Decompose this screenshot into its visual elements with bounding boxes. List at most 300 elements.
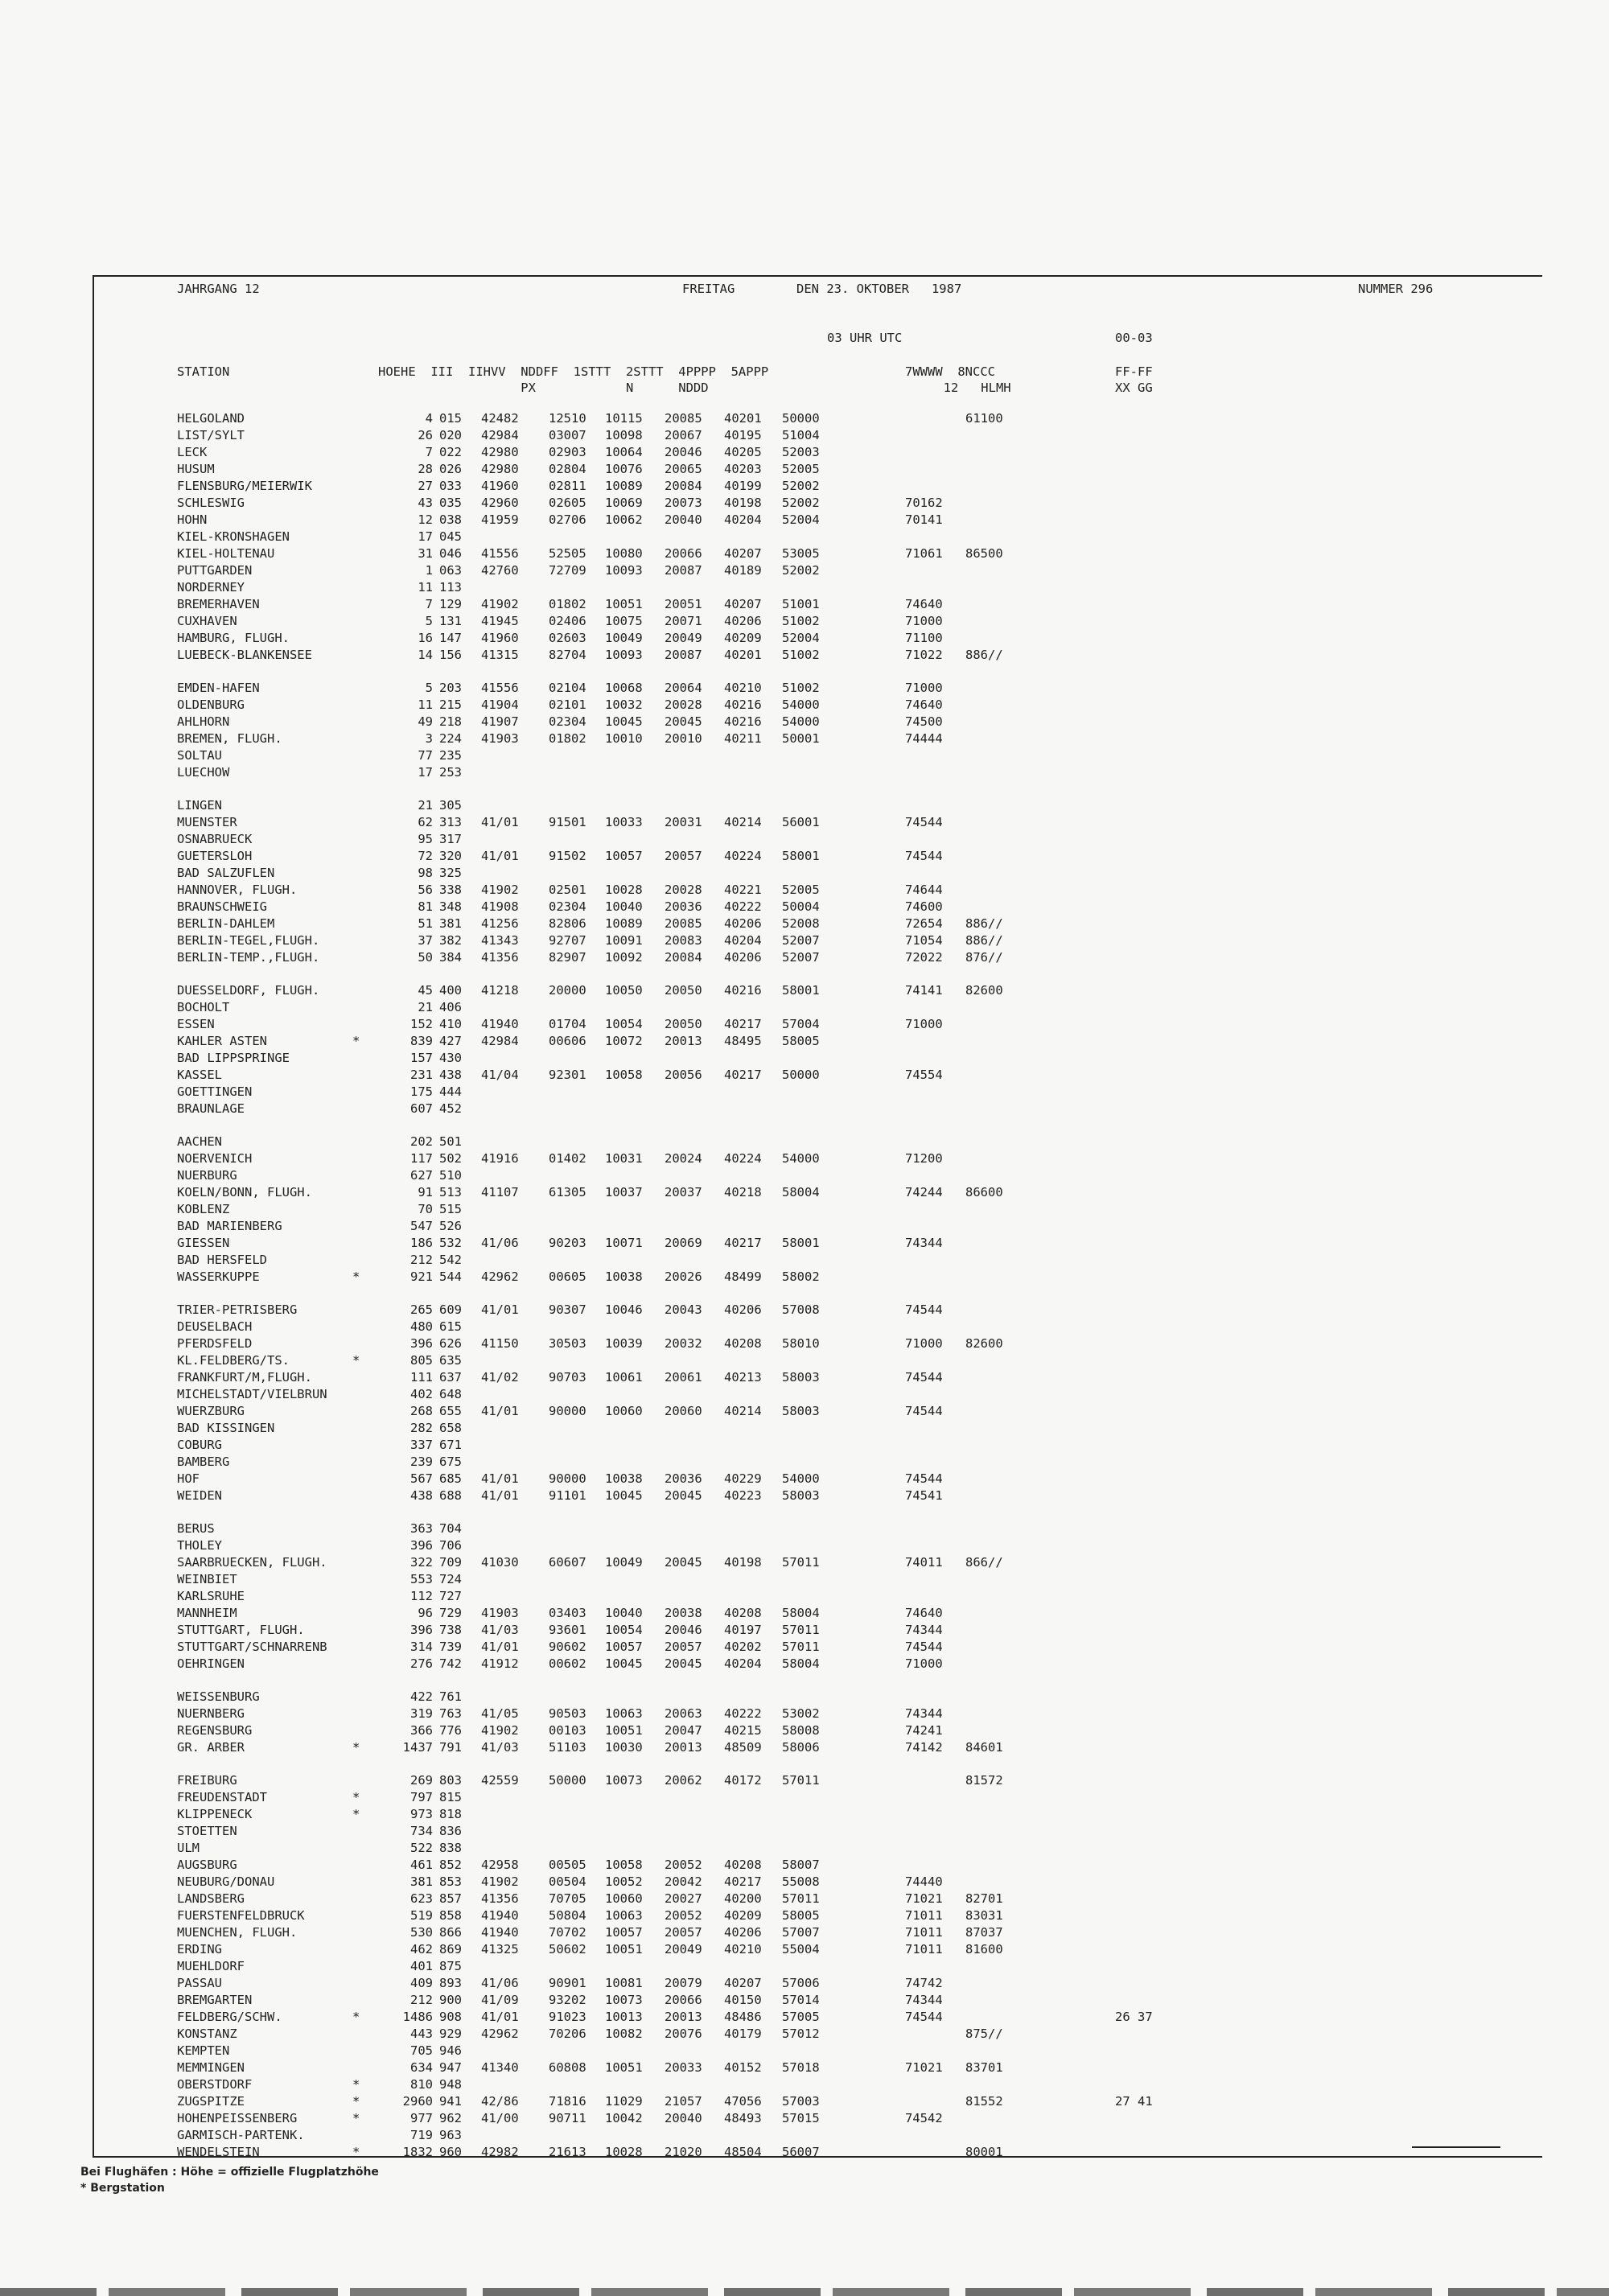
station-name: KL.FELDBERG/TS.	[177, 1353, 290, 1368]
table-row	[0, 1187, 1609, 1203]
station-name: BREMGARTEN	[177, 1993, 253, 2007]
station-name: BAD LIPPSPRINGE	[177, 1051, 290, 1065]
station-number: 704	[439, 1521, 462, 1536]
column-header-line1: HOEHE III IIHVV NDDFF 1STTT 2STTT 4PPPP 5APPP	[378, 364, 769, 379]
station-name: FREUDENSTADT	[177, 1790, 267, 1804]
group-nddff: 91501	[549, 815, 586, 829]
station-height: 70	[418, 1202, 433, 1216]
group-8nccc: 81600	[965, 1942, 1003, 1957]
table-row	[0, 1422, 1609, 1438]
date-label: DEN 23. OKTOBER 1987	[796, 282, 962, 296]
group-4pppp: 40204	[724, 933, 762, 948]
group-nddff: 03403	[549, 1606, 586, 1620]
group-5appp: 53002	[782, 1706, 820, 1721]
group-nddff: 71816	[549, 2094, 586, 2109]
bottom-rule	[1412, 2146, 1500, 2148]
group-5appp: 57005	[782, 2010, 820, 2024]
station-number: 203	[439, 681, 462, 695]
group-4pppp: 40223	[724, 1488, 762, 1503]
table-row	[0, 1742, 1609, 1758]
group-7wwww: 71011	[905, 1908, 943, 1923]
group-1sttt: 10030	[605, 1740, 643, 1755]
group-5appp: 58003	[782, 1404, 820, 1418]
group-2sttt: 20037	[665, 1185, 702, 1199]
group-4pppp: 40216	[724, 697, 762, 712]
group-1sttt: 10075	[605, 614, 643, 628]
table-row	[0, 1052, 1609, 1068]
station-name: HOHENPEISSENBERG	[177, 2111, 298, 2125]
group-4pppp: 40210	[724, 681, 762, 695]
group-nddff: 82907	[549, 950, 586, 965]
group-2sttt: 20076	[665, 2026, 702, 2041]
station-number: 235	[439, 748, 462, 763]
group-7wwww: 71021	[905, 2060, 943, 2075]
group-nddff: 02605	[549, 496, 586, 510]
weekday-label: FREITAG	[682, 282, 735, 296]
station-name: FELDBERG/SCHW.	[177, 2010, 282, 2024]
station-height: 5	[425, 681, 433, 695]
group-7wwww: 74640	[905, 1606, 943, 1620]
group-nddff: 00606	[549, 1034, 586, 1048]
station-number: 742	[439, 1656, 462, 1671]
station-number: 063	[439, 563, 462, 578]
station-number: 410	[439, 1017, 462, 1031]
station-number: 215	[439, 697, 462, 712]
group-5appp: 54000	[782, 714, 820, 729]
station-number: 020	[439, 428, 462, 442]
station-number: 400	[439, 983, 462, 998]
group-iihvv: 41325	[481, 1942, 519, 1957]
station-number: 853	[439, 1874, 462, 1889]
mountain-marker: *	[352, 1790, 360, 1804]
station-number: 671	[439, 1438, 462, 1452]
group-nddff: 82704	[549, 648, 586, 662]
station-number: 637	[439, 1370, 462, 1385]
table-row	[0, 1254, 1609, 1270]
station-height: 81	[418, 899, 433, 914]
group-7wwww: 74500	[905, 714, 943, 729]
group-7wwww: 71022	[905, 648, 943, 662]
station-height: 14	[418, 648, 433, 662]
station-number: 544	[439, 1269, 462, 1284]
group-2sttt: 20049	[665, 631, 702, 645]
group-7wwww: 71000	[905, 1656, 943, 1671]
station-height: 112	[410, 1589, 433, 1603]
group-2sttt: 20063	[665, 1706, 702, 1721]
station-number: 046	[439, 546, 462, 561]
station-height: 438	[410, 1488, 433, 1503]
group-nddff: 00605	[549, 1269, 586, 1284]
group-4pppp: 40189	[724, 563, 762, 578]
group-4pppp: 40205	[724, 445, 762, 459]
table-row	[0, 1237, 1609, 1253]
station-name: WEIDEN	[177, 1488, 222, 1503]
station-name: PUTTGARDEN	[177, 563, 253, 578]
station-name: HOHN	[177, 512, 208, 527]
group-iihvv: 42982	[481, 2145, 519, 2159]
group-iihvv: 41/01	[481, 1471, 519, 1486]
group-5appp: 58004	[782, 1656, 820, 1671]
group-8nccc: 866//	[965, 1555, 1003, 1570]
group-1sttt: 10049	[605, 631, 643, 645]
group-iihvv: 41/03	[481, 1740, 519, 1755]
group-1sttt: 10060	[605, 1891, 643, 1906]
group-8nccc: 87037	[965, 1925, 1003, 1940]
group-5appp: 52002	[782, 496, 820, 510]
station-name: LINGEN	[177, 798, 222, 813]
group-4pppp: 40217	[724, 1874, 762, 1889]
group-4pppp: 40198	[724, 1555, 762, 1570]
group-7wwww: 72654	[905, 916, 943, 931]
mountain-marker: *	[352, 1353, 360, 1368]
station-number: 131	[439, 614, 462, 628]
station-height: 1486	[402, 2010, 433, 2024]
group-iihvv: 42962	[481, 1269, 519, 1284]
group-7wwww: 74742	[905, 1976, 943, 1990]
group-7wwww: 71021	[905, 1891, 943, 1906]
table-row	[0, 2146, 1609, 2162]
group-5appp: 52003	[782, 445, 820, 459]
group-8nccc: 86500	[965, 546, 1003, 561]
group-nddff: 02903	[549, 445, 586, 459]
group-4pppp: 40217	[724, 1236, 762, 1250]
group-nddff: 00505	[549, 1858, 586, 1872]
group-iihvv: 42980	[481, 462, 519, 476]
group-5appp: 54000	[782, 1151, 820, 1166]
table-row	[0, 463, 1609, 479]
group-iihvv: 41916	[481, 1151, 519, 1166]
table-row	[0, 1456, 1609, 1472]
station-number: 818	[439, 1807, 462, 1821]
station-height: 623	[410, 1891, 433, 1906]
group-iihvv: 41960	[481, 479, 519, 493]
station-name: KEMPTEN	[177, 2043, 230, 2058]
group-nddff: 02811	[549, 479, 586, 493]
station-number: 313	[439, 815, 462, 829]
table-row	[0, 1859, 1609, 1875]
group-4pppp: 40199	[724, 479, 762, 493]
station-height: 91	[418, 1185, 433, 1199]
group-2sttt: 21020	[665, 2145, 702, 2159]
group-1sttt: 10037	[605, 1185, 643, 1199]
group-nddff: 90703	[549, 1370, 586, 1385]
station-number: 382	[439, 933, 462, 948]
station-number: 501	[439, 1134, 462, 1149]
group-4pppp: 48493	[724, 2111, 762, 2125]
group-7wwww: 71000	[905, 614, 943, 628]
station-number: 129	[439, 597, 462, 611]
station-name: SAARBRUECKEN, FLUGH.	[177, 1555, 327, 1570]
station-number: 875	[439, 1959, 462, 1973]
station-name: LANDSBERG	[177, 1891, 245, 1906]
station-name: OEHRINGEN	[177, 1656, 245, 1671]
group-iihvv: 41/01	[481, 1404, 519, 1418]
group-1sttt: 11029	[605, 2094, 643, 2109]
group-5appp: 58005	[782, 1908, 820, 1923]
group-nddff: 03007	[549, 428, 586, 442]
station-height: 607	[410, 1101, 433, 1116]
group-1sttt: 10045	[605, 714, 643, 729]
group-iihvv: 41/01	[481, 1488, 519, 1503]
station-number: 685	[439, 1471, 462, 1486]
group-5appp: 58005	[782, 1034, 820, 1048]
station-name: MUENCHEN, FLUGH.	[177, 1925, 298, 1940]
table-row	[0, 1271, 1609, 1287]
station-number: 815	[439, 1790, 462, 1804]
station-height: 282	[410, 1421, 433, 1435]
mountain-marker: *	[352, 2111, 360, 2125]
station-number: 438	[439, 1068, 462, 1082]
table-row	[0, 1523, 1609, 1539]
table-row	[0, 1825, 1609, 1841]
group-iihvv: 41356	[481, 1891, 519, 1906]
table-row	[0, 2079, 1609, 2095]
group-2sttt: 20057	[665, 1640, 702, 1654]
station-name: FRANKFURT/M,FLUGH.	[177, 1370, 312, 1385]
station-number: 857	[439, 1891, 462, 1906]
table-row	[0, 1927, 1609, 1943]
station-height: 17	[418, 529, 433, 544]
station-name: BERLIN-TEGEL,FLUGH.	[177, 933, 320, 948]
group-2sttt: 20071	[665, 614, 702, 628]
group-4pppp: 40179	[724, 2026, 762, 2041]
station-number: 706	[439, 1538, 462, 1553]
group-iihvv: 41/01	[481, 849, 519, 863]
group-4pppp: 40201	[724, 648, 762, 662]
station-height: 921	[410, 1269, 433, 1284]
station-height: 212	[410, 1993, 433, 2007]
group-7wwww: 74544	[905, 849, 943, 863]
group-iihvv: 41902	[481, 597, 519, 611]
table-row	[0, 1893, 1609, 1909]
group-5appp: 50000	[782, 411, 820, 426]
group-4pppp: 40222	[724, 1706, 762, 1721]
group-5appp: 51001	[782, 597, 820, 611]
station-name: KAHLER ASTEN	[177, 1034, 267, 1048]
station-name: NOERVENICH	[177, 1151, 253, 1166]
station-name: HANNOVER, FLUGH.	[177, 883, 298, 897]
group-5appp: 57011	[782, 1555, 820, 1570]
table-row	[0, 833, 1609, 850]
station-name: HELGOLAND	[177, 411, 245, 426]
station-height: 4	[425, 411, 433, 426]
group-7wwww: 71000	[905, 1017, 943, 1031]
station-name: TRIER-PETRISBERG	[177, 1302, 298, 1317]
table-row	[0, 1338, 1609, 1354]
group-2sttt: 20038	[665, 1606, 702, 1620]
group-7wwww: 74544	[905, 1404, 943, 1418]
group-1sttt: 10058	[605, 1858, 643, 1872]
group-4pppp: 40152	[724, 2060, 762, 2075]
group-1sttt: 10052	[605, 1874, 643, 1889]
station-name: HAMBURG, FLUGH.	[177, 631, 290, 645]
group-iihvv: 41/01	[481, 2010, 519, 2024]
station-number: 033	[439, 479, 462, 493]
group-1sttt: 10061	[605, 1370, 643, 1385]
group-1sttt: 10068	[605, 681, 643, 695]
group-iihvv: 41907	[481, 714, 519, 729]
table-row	[0, 1490, 1609, 1506]
group-7wwww: 74444	[905, 731, 943, 746]
group-iihvv: 41/01	[481, 815, 519, 829]
station-name: COBURG	[177, 1438, 222, 1452]
group-2sttt: 20087	[665, 563, 702, 578]
station-height: 269	[410, 1773, 433, 1788]
station-number: 045	[439, 529, 462, 544]
table-row	[0, 2028, 1609, 2044]
group-8nccc: 82701	[965, 1891, 1003, 1906]
group-nddff: 90711	[549, 2111, 586, 2125]
table-row	[0, 1153, 1609, 1169]
station-name: WUERZBURG	[177, 1404, 245, 1418]
table-row	[0, 1018, 1609, 1035]
station-height: 50	[418, 950, 433, 965]
group-7wwww: 74011	[905, 1555, 943, 1570]
station-height: 314	[410, 1640, 433, 1654]
station-name: BERUS	[177, 1521, 215, 1536]
group-1sttt: 10089	[605, 916, 643, 931]
group-1sttt: 10046	[605, 1302, 643, 1317]
group-1sttt: 10057	[605, 849, 643, 863]
group-2sttt: 20052	[665, 1858, 702, 1872]
group-7wwww: 74440	[905, 1874, 943, 1889]
station-name: GUETERSLOH	[177, 849, 253, 863]
group-7wwww: 74640	[905, 697, 943, 712]
group-2sttt: 20056	[665, 1068, 702, 1082]
group-nddff: 02706	[549, 512, 586, 527]
group-iihvv: 41/02	[481, 1370, 519, 1385]
station-name: KOBLENZ	[177, 1202, 230, 1216]
group-4pppp: 40217	[724, 1068, 762, 1082]
group-2sttt: 20051	[665, 597, 702, 611]
group-4pppp: 40208	[724, 1858, 762, 1872]
group-iihvv: 41/04	[481, 1068, 519, 1082]
group-1sttt: 10073	[605, 1993, 643, 2007]
station-height: 12	[418, 512, 433, 527]
column-header-gusts: FF-FF	[1115, 364, 1153, 379]
station-height: 627	[410, 1168, 433, 1183]
group-7wwww: 71200	[905, 1151, 943, 1166]
group-5appp: 50001	[782, 731, 820, 746]
station-height: 839	[410, 1034, 433, 1048]
group-iihvv: 41960	[481, 631, 519, 645]
group-4pppp: 40209	[724, 1908, 762, 1923]
station-height: 401	[410, 1959, 433, 1973]
station-number: 038	[439, 512, 462, 527]
station-name: MICHELSTADT/VIELBRUN	[177, 1387, 327, 1401]
station-height: 77	[418, 748, 433, 763]
group-7wwww: 74344	[905, 1706, 943, 1721]
station-number: 338	[439, 883, 462, 897]
group-iihvv: 41/00	[481, 2111, 519, 2125]
group-nddff: 21613	[549, 2145, 586, 2159]
group-4pppp: 48504	[724, 2145, 762, 2159]
station-name: GARMISCH-PARTENK.	[177, 2128, 305, 2142]
table-row	[0, 1086, 1609, 1102]
group-8nccc: 61100	[965, 411, 1003, 426]
group-2sttt: 20060	[665, 1404, 702, 1418]
group-iihvv: 41945	[481, 614, 519, 628]
group-nddff: 93202	[549, 1993, 586, 2007]
station-height: 634	[410, 2060, 433, 2075]
table-row	[0, 565, 1609, 581]
group-1sttt: 10057	[605, 1925, 643, 1940]
group-8nccc: 81552	[965, 2094, 1003, 2109]
group-5appp: 51002	[782, 648, 820, 662]
table-row	[0, 699, 1609, 715]
table-row	[0, 649, 1609, 665]
group-1sttt: 10069	[605, 496, 643, 510]
group-7wwww: 74344	[905, 1623, 943, 1637]
group-iihvv: 41904	[481, 697, 519, 712]
group-nddff: 01802	[549, 731, 586, 746]
station-name: KASSEL	[177, 1068, 222, 1082]
volume-label: JAHRGANG 12	[177, 282, 260, 296]
station-number: 852	[439, 1858, 462, 1872]
station-name: OSNABRUECK	[177, 832, 253, 846]
group-nddff: 20000	[549, 983, 586, 998]
group-iihvv: 41912	[481, 1656, 519, 1671]
group-4pppp: 40206	[724, 1302, 762, 1317]
station-number: 147	[439, 631, 462, 645]
station-name: STOETTEN	[177, 1824, 237, 1838]
group-5appp: 58001	[782, 849, 820, 863]
station-number: 858	[439, 1908, 462, 1923]
group-1sttt: 10028	[605, 883, 643, 897]
group-5appp: 58007	[782, 1858, 820, 1872]
table-row	[0, 952, 1609, 968]
table-row	[0, 1002, 1609, 1018]
group-2sttt: 20027	[665, 1891, 702, 1906]
group-8nccc: 81572	[965, 1773, 1003, 1788]
group-1sttt: 10098	[605, 428, 643, 442]
group-2sttt: 20084	[665, 950, 702, 965]
group-8nccc: 886//	[965, 916, 1003, 931]
station-height: 268	[410, 1404, 433, 1418]
station-number: 658	[439, 1421, 462, 1435]
station-number: 526	[439, 1219, 462, 1233]
group-2sttt: 20032	[665, 1336, 702, 1351]
station-name: BAD HERSFELD	[177, 1253, 267, 1267]
station-height: 3	[425, 731, 433, 746]
table-row	[0, 1977, 1609, 1994]
station-name: OLDENBURG	[177, 697, 245, 712]
table-row	[0, 935, 1609, 951]
group-1sttt: 10057	[605, 1640, 643, 1654]
station-number: 724	[439, 1572, 462, 1586]
group-5appp: 57003	[782, 2094, 820, 2109]
group-5appp: 58010	[782, 1336, 820, 1351]
station-name: MUEHLDORF	[177, 1959, 245, 1973]
group-nddff: 01704	[549, 1017, 586, 1031]
group-2sttt: 20061	[665, 1370, 702, 1385]
group-8nccc: 84601	[965, 1740, 1003, 1755]
station-name: MANNHEIM	[177, 1606, 237, 1620]
table-row	[0, 1808, 1609, 1825]
station-number: 381	[439, 916, 462, 931]
table-row	[0, 1961, 1609, 1977]
station-number: 253	[439, 765, 462, 780]
group-5appp: 58006	[782, 1740, 820, 1755]
station-name: FLENSBURG/MEIERWIK	[177, 479, 312, 493]
group-4pppp: 40208	[724, 1336, 762, 1351]
group-7wwww: 74544	[905, 1302, 943, 1317]
group-4pppp: 40202	[724, 1640, 762, 1654]
table-row	[0, 1725, 1609, 1741]
group-nddff: 92707	[549, 933, 586, 948]
station-name: MEMMINGEN	[177, 2060, 245, 2075]
group-1sttt: 10093	[605, 563, 643, 578]
